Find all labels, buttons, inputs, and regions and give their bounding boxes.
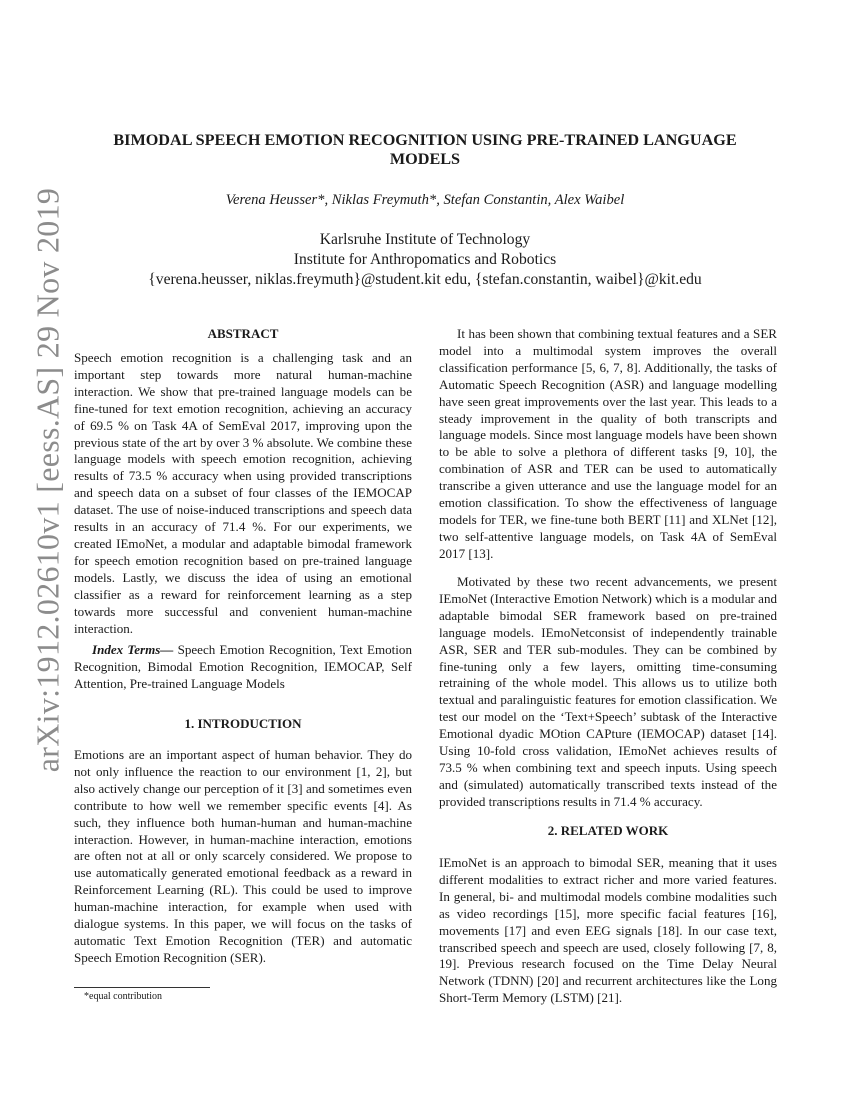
affiliation-emails: {verena.heusser, niklas.freymuth}@student.kit edu, {stefan.constantin, waibel}@kit.edu (148, 271, 702, 288)
affiliation-block (90, 230, 760, 290)
index-terms-label: Index Terms— (92, 642, 174, 657)
related-work-heading: 2. RELATED WORK (547, 823, 669, 838)
paper-title: BIMODAL SPEECH EMOTION RECOGNITION USING PRE-TRAINED LANGUAGE MODELS (113, 131, 737, 168)
footnote: *equal contribution (84, 991, 163, 1002)
affiliation-institution: Karlsruhe Institute of Technology (319, 231, 531, 248)
introduction-paragraph-1: Emotions are an important aspect of human behavior. They do not only influence the reaction to our environment [1, 2], but also actively change our perception of it [3] and sometimes even contribute to how well we remember specific events [4]. As such, they influence both human-human and human-machine interaction. However, in human-machine interaction, emotions are often not at all or only scarcely considered. We propose to use automatically generated emotional feedback as a reward in Reinforcement Learning (RL). This could be used to improve human-machine interaction, for example when used with dialogue systems. In this paper, we will focus on the tasks of automatic Text Emotion Recognition (TER) and automatic Speech Emotion Recognition (SER). (74, 747, 412, 965)
related-work-paragraph-1: IEmoNet is an approach to bimodal SER, meaning that it uses different modalities to extract richer and more varied features. In general, bi- and multimodal models combine modalities such as video recordings [15], more specific facial features [16], movements [17] and even EEG signals [18]. In our case text, transcribed speech and speech are used, closely following [7, 8, 19]. Previous research focused on the Time Delay Neural Network (TDNN) [20] and recurrent architectures like the Long Short-Term Memory (LSTM) [21]. (439, 855, 777, 1006)
introduction-heading: 1. INTRODUCTION (184, 716, 302, 731)
footnote-divider (74, 987, 210, 988)
introduction-paragraph-2: It has been shown that combining textual features and a SER model into a multimodal system improves the overall classification performance [5, 6, 7, 8]. Additionally, the tasks of Automatic Speech Recognition (ASR) and language modelling have seen great improvements over the last year. This leads to a steady improvement in the quality of both transcripts and language models. Since most language models have been shown to be able to solve a plethora of different tasks [9, 10], the combination of ASR and TER can be used to automatically transcribe a given utterance and use the language model for an emotion classification. To show the effectiveness of language models for TER, we fine-tune both BERT [11] and XLNet [12], two self-attentive language models, on Task 4A of SemEval 2017 [13]. (439, 326, 777, 561)
abstract-heading: ABSTRACT (207, 326, 279, 341)
author-list: Verena Heusser*, Niklas Freymuth*, Stefan Constantin, Alex Waibel (225, 192, 625, 208)
abstract-text: Speech emotion recognition is a challenging task and an important step towards more natural human-machine interaction. We show that pre-trained language models can be fine-tuned for text emotion recognition, achieving an accuracy of 69.5 % on Task 4A of SemEval 2017, improving upon the previous state of the art by over 3 % absolute. We combine these language models with speech emotion recognition, achieving results of 73.5 % accuracy when using provided transcriptions and speech data on a subset of four classes of the IEMOCAP dataset. The use of noise-induced transcriptions and speech data results in an accuracy of 71.4 %. For our experiments, we created IEmoNet, a modular and adaptable bimodal framework for speech emotion recognition based on pre-trained language models. Lastly, we discuss the idea of using an emotional classifier as a reward for reinforcement learning as a step towards more successful and convenient human-machine interaction. (74, 350, 412, 636)
introduction-paragraph-3: Motivated by these two recent advancements, we present IEmoNet (Interactive Emotion Network) which is a modular and adaptable bimodal SER framework based on pre-trained language models. IEmoNetconsist of independently trainable ASR, SER and TER sub-modules. They can be combined by fine-tuning only a few layers, omitting time-consuming retraining of the whole model. This allows us to utilize both textual and paralinguistic features for emotion classification. We test our model on the ‘Text+Speech’ subtask of the Interactive Emotional dyadic MOtion CAPture (IEMOCAP) dataset [14]. Using 10-fold cross validation, IEmoNet achieves results of 73.5 % when combining text and speech inputs. Using speech and (simulated) automatically transcribed texts instead of the provided transcriptions results in 71.4 % accuracy. (439, 574, 777, 809)
affiliation-department: Institute for Anthropomatics and Robotics (293, 251, 557, 268)
arxiv-identifier-stamp: arXiv:1912.02610v1 [eess.AS] 29 Nov 2019 (29, 187, 66, 773)
index-terms (74, 642, 412, 693)
index-terms-list: Speech Emotion Recognition, Text Emotion Recognition, Bimodal Emotion Recognition, IEMOCAP, Self Attention, Pre-trained Language Models (74, 642, 412, 691)
